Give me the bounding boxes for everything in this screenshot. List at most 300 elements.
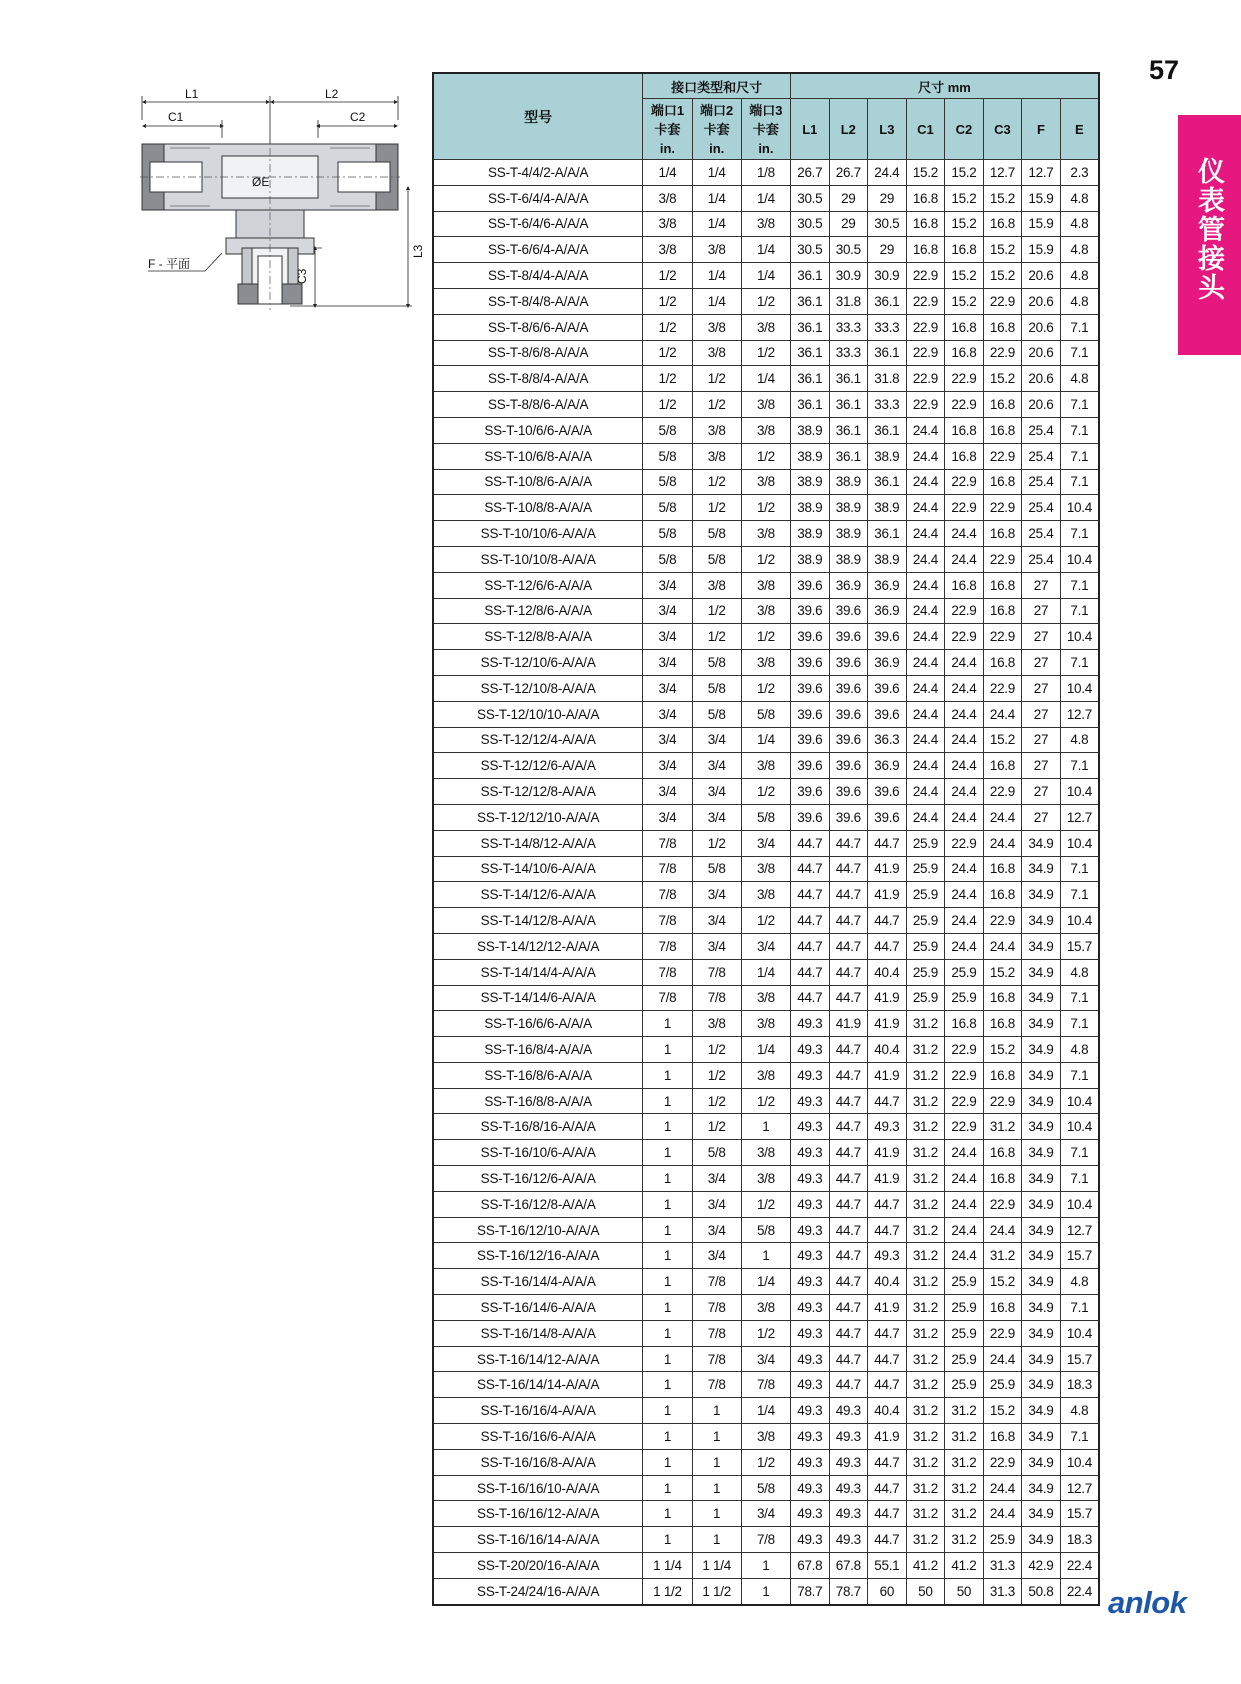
value-cell: 20.6 — [1022, 288, 1061, 314]
value-cell: 24.4 — [945, 933, 984, 959]
value-cell: 7/8 — [692, 1346, 741, 1372]
value-cell: 3/8 — [692, 1011, 741, 1037]
value-cell: 1 — [643, 1372, 692, 1398]
value-cell: 22.9 — [906, 288, 945, 314]
value-cell: 31.2 — [945, 1501, 984, 1527]
value-cell: 16.8 — [983, 598, 1022, 624]
value-cell: 44.7 — [868, 1501, 907, 1527]
value-cell: 1 — [741, 1578, 790, 1604]
value-cell: 29 — [829, 185, 868, 211]
value-cell: 20.6 — [1022, 392, 1061, 418]
value-cell: 22.9 — [983, 1191, 1022, 1217]
value-cell: 34.9 — [1022, 1424, 1061, 1450]
value-cell: 27 — [1022, 624, 1061, 650]
value-cell: 1 — [692, 1449, 741, 1475]
model-cell: SS-T-12/12/6-A/A/A — [433, 753, 643, 779]
value-cell: 3/4 — [692, 933, 741, 959]
table-row — [433, 701, 1099, 727]
value-cell: 44.7 — [829, 1243, 868, 1269]
value-cell: 1 — [741, 1114, 790, 1140]
value-cell: 39.6 — [868, 624, 907, 650]
value-cell: 44.7 — [829, 1372, 868, 1398]
value-cell: 16.8 — [983, 572, 1022, 598]
table-row — [433, 521, 1099, 547]
model-cell: SS-T-12/10/10-A/A/A — [433, 701, 643, 727]
header-port-1-line: in. — [659, 140, 676, 156]
value-cell: 24.4 — [945, 779, 984, 805]
value-cell: 4.8 — [1060, 288, 1099, 314]
value-cell: 36.9 — [829, 572, 868, 598]
model-cell: SS-T-10/10/8-A/A/A — [433, 546, 643, 572]
value-cell: 22.9 — [945, 495, 984, 521]
value-cell: 39.6 — [829, 804, 868, 830]
value-cell: 31.2 — [906, 1398, 945, 1424]
value-cell: 34.9 — [1022, 882, 1061, 908]
value-cell: 24.4 — [906, 779, 945, 805]
value-cell: 16.8 — [983, 1011, 1022, 1037]
value-cell: 3/8 — [643, 211, 692, 237]
value-cell: 15.7 — [1060, 1346, 1099, 1372]
value-cell: 27 — [1022, 650, 1061, 676]
value-cell: 15.7 — [1060, 933, 1099, 959]
value-cell: 49.3 — [791, 1037, 830, 1063]
table-row — [433, 933, 1099, 959]
value-cell: 44.7 — [868, 933, 907, 959]
value-cell: 7.1 — [1060, 598, 1099, 624]
value-cell: 34.9 — [1022, 1475, 1061, 1501]
value-cell: 24.4 — [868, 160, 907, 186]
value-cell: 49.3 — [791, 1011, 830, 1037]
value-cell: 16.8 — [983, 1295, 1022, 1321]
value-cell: 16.8 — [983, 211, 1022, 237]
value-cell: 15.2 — [983, 366, 1022, 392]
value-cell: 31.3 — [983, 1553, 1022, 1579]
value-cell: 39.6 — [829, 701, 868, 727]
model-cell: SS-T-20/20/16-A/A/A — [433, 1553, 643, 1579]
model-cell: SS-T-16/8/16-A/A/A — [433, 1114, 643, 1140]
value-cell: 7/8 — [692, 1295, 741, 1321]
value-cell: 24.4 — [945, 753, 984, 779]
value-cell: 31.2 — [945, 1475, 984, 1501]
value-cell: 49.3 — [791, 1191, 830, 1217]
value-cell: 41.9 — [868, 1166, 907, 1192]
table-row — [433, 340, 1099, 366]
value-cell: 49.3 — [791, 1269, 830, 1295]
value-cell: 3/4 — [643, 753, 692, 779]
value-cell: 44.7 — [829, 1114, 868, 1140]
value-cell: 30.5 — [791, 185, 830, 211]
value-cell: 49.3 — [829, 1501, 868, 1527]
value-cell: 44.7 — [791, 830, 830, 856]
value-cell: 25.4 — [1022, 495, 1061, 521]
header-port-2-line: in. — [709, 140, 725, 156]
value-cell: 3/4 — [643, 650, 692, 676]
model-cell: SS-T-16/12/10-A/A/A — [433, 1217, 643, 1243]
table-row — [433, 469, 1099, 495]
table-row — [433, 1037, 1099, 1063]
value-cell: 22.9 — [945, 392, 984, 418]
value-cell: 39.6 — [791, 804, 830, 830]
value-cell: 33.3 — [829, 314, 868, 340]
value-cell: 38.9 — [829, 546, 868, 572]
value-cell: 16.8 — [983, 392, 1022, 418]
value-cell: 41.9 — [868, 1295, 907, 1321]
value-cell: 22.9 — [983, 779, 1022, 805]
value-cell: 49.3 — [829, 1527, 868, 1553]
value-cell: 1 — [643, 1398, 692, 1424]
value-cell: 31.2 — [945, 1449, 984, 1475]
value-cell: 24.4 — [983, 830, 1022, 856]
value-cell: 1 — [643, 1011, 692, 1037]
value-cell: 5/8 — [741, 1217, 790, 1243]
value-cell: 24.4 — [945, 1166, 984, 1192]
table-row — [433, 288, 1099, 314]
model-cell: SS-T-16/14/4-A/A/A — [433, 1269, 643, 1295]
value-cell: 22.9 — [983, 1088, 1022, 1114]
value-cell: 1 — [643, 1346, 692, 1372]
value-cell: 49.3 — [791, 1243, 830, 1269]
value-cell: 33.3 — [868, 314, 907, 340]
value-cell: 40.4 — [868, 1269, 907, 1295]
value-cell: 34.9 — [1022, 1088, 1061, 1114]
value-cell: 7.1 — [1060, 1166, 1099, 1192]
value-cell: 44.7 — [829, 1269, 868, 1295]
value-cell: 39.6 — [868, 804, 907, 830]
value-cell: 31.2 — [906, 1346, 945, 1372]
value-cell: 24.4 — [906, 701, 945, 727]
value-cell: 1/2 — [643, 263, 692, 289]
table-row — [433, 1011, 1099, 1037]
model-cell: SS-T-6/4/4-A/A/A — [433, 185, 643, 211]
value-cell: 3/8 — [741, 882, 790, 908]
dim-label-l1: L1 — [185, 88, 199, 101]
value-cell: 42.9 — [1022, 1553, 1061, 1579]
value-cell: 7/8 — [692, 1372, 741, 1398]
dim-label-f: F - 平面 — [148, 257, 190, 271]
value-cell: 25.9 — [945, 985, 984, 1011]
value-cell: 7.1 — [1060, 572, 1099, 598]
model-cell: SS-T-14/12/8-A/A/A — [433, 908, 643, 934]
table-row — [433, 908, 1099, 934]
value-cell: 4.8 — [1060, 211, 1099, 237]
value-cell: 49.3 — [829, 1475, 868, 1501]
value-cell: 38.9 — [868, 443, 907, 469]
value-cell: 38.9 — [868, 546, 907, 572]
value-cell: 38.9 — [791, 417, 830, 443]
table-row — [433, 366, 1099, 392]
value-cell: 7.1 — [1060, 882, 1099, 908]
value-cell: 27 — [1022, 779, 1061, 805]
value-cell: 30.9 — [829, 263, 868, 289]
dim-label-c2: C2 — [350, 110, 366, 124]
table-row — [433, 1243, 1099, 1269]
value-cell: 39.6 — [868, 675, 907, 701]
value-cell: 24.4 — [906, 650, 945, 676]
dim-label-e: ØE — [252, 175, 270, 189]
value-cell: 49.3 — [868, 1243, 907, 1269]
value-cell: 3/8 — [741, 856, 790, 882]
value-cell: 15.2 — [945, 263, 984, 289]
value-cell: 1 1/2 — [643, 1578, 692, 1604]
value-cell: 16.8 — [983, 1424, 1022, 1450]
value-cell: 5/8 — [692, 521, 741, 547]
table-row — [433, 1578, 1099, 1604]
value-cell: 22.9 — [983, 288, 1022, 314]
value-cell: 22.9 — [945, 1114, 984, 1140]
side-tab-label: 仪表管接头 — [1194, 157, 1224, 302]
table-row — [433, 753, 1099, 779]
value-cell: 16.8 — [945, 314, 984, 340]
value-cell: 25.9 — [945, 1295, 984, 1321]
value-cell: 22.4 — [1060, 1553, 1099, 1579]
value-cell: 22.9 — [945, 1088, 984, 1114]
value-cell: 30.9 — [868, 263, 907, 289]
value-cell: 44.7 — [829, 1088, 868, 1114]
value-cell: 16.8 — [983, 882, 1022, 908]
value-cell: 22.9 — [906, 314, 945, 340]
value-cell: 49.3 — [791, 1320, 830, 1346]
value-cell: 44.7 — [868, 1346, 907, 1372]
value-cell: 26.7 — [829, 160, 868, 186]
value-cell: 1/2 — [692, 469, 741, 495]
value-cell: 41.9 — [868, 985, 907, 1011]
value-cell: 25.9 — [906, 985, 945, 1011]
value-cell: 24.4 — [945, 804, 984, 830]
value-cell: 1 — [692, 1398, 741, 1424]
table-row — [433, 882, 1099, 908]
model-cell: SS-T-16/10/6-A/A/A — [433, 1140, 643, 1166]
value-cell: 5/8 — [692, 856, 741, 882]
value-cell: 3/8 — [741, 650, 790, 676]
table-row — [433, 1527, 1099, 1553]
value-cell: 16.8 — [983, 469, 1022, 495]
value-cell: 5/8 — [643, 417, 692, 443]
value-cell: 1/4 — [741, 1269, 790, 1295]
value-cell: 50 — [906, 1578, 945, 1604]
model-cell: SS-T-10/10/6-A/A/A — [433, 521, 643, 547]
table-row — [433, 804, 1099, 830]
value-cell: 3/8 — [741, 1011, 790, 1037]
value-cell: 16.8 — [983, 985, 1022, 1011]
table-row — [433, 675, 1099, 701]
table-row — [433, 830, 1099, 856]
value-cell: 1/4 — [692, 263, 741, 289]
value-cell: 7/8 — [692, 1320, 741, 1346]
value-cell: 24.4 — [945, 908, 984, 934]
value-cell: 31.2 — [906, 1501, 945, 1527]
value-cell: 1 — [643, 1191, 692, 1217]
value-cell: 1/4 — [692, 185, 741, 211]
value-cell: 15.7 — [1060, 1243, 1099, 1269]
value-cell: 3/8 — [741, 211, 790, 237]
value-cell: 24.4 — [983, 804, 1022, 830]
value-cell: 34.9 — [1022, 1501, 1061, 1527]
value-cell: 30.5 — [868, 211, 907, 237]
value-cell: 1/4 — [741, 263, 790, 289]
page-number: 57 — [1148, 55, 1180, 85]
value-cell: 25.9 — [906, 830, 945, 856]
table-row — [433, 1062, 1099, 1088]
value-cell: 3/4 — [643, 572, 692, 598]
value-cell: 1/2 — [692, 1037, 741, 1063]
table-row — [433, 1320, 1099, 1346]
value-cell: 3/8 — [692, 572, 741, 598]
value-cell: 36.1 — [791, 263, 830, 289]
value-cell: 1/2 — [643, 340, 692, 366]
model-cell: SS-T-12/10/8-A/A/A — [433, 675, 643, 701]
value-cell: 1/2 — [741, 288, 790, 314]
brand-logo: anlok — [1108, 1585, 1187, 1620]
value-cell: 25.9 — [945, 1372, 984, 1398]
value-cell: 29 — [829, 211, 868, 237]
model-cell: SS-T-10/6/8-A/A/A — [433, 443, 643, 469]
value-cell: 7/8 — [643, 882, 692, 908]
value-cell: 31.2 — [906, 1217, 945, 1243]
value-cell: 31.2 — [906, 1269, 945, 1295]
value-cell: 16.8 — [983, 753, 1022, 779]
value-cell: 7/8 — [692, 959, 741, 985]
value-cell: 24.4 — [906, 495, 945, 521]
value-cell: 3/4 — [692, 1191, 741, 1217]
value-cell: 15.2 — [945, 160, 984, 186]
model-cell: SS-T-14/12/6-A/A/A — [433, 882, 643, 908]
model-cell: SS-T-24/24/16-A/A/A — [433, 1578, 643, 1604]
value-cell: 41.9 — [868, 1062, 907, 1088]
value-cell: 1/2 — [692, 1114, 741, 1140]
value-cell: 15.2 — [983, 1037, 1022, 1063]
value-cell: 31.2 — [906, 1011, 945, 1037]
table-row — [433, 314, 1099, 340]
value-cell: 44.7 — [868, 1527, 907, 1553]
header-port-3-line: 卡套 — [752, 121, 779, 137]
value-cell: 1 — [643, 1243, 692, 1269]
value-cell: 38.9 — [791, 443, 830, 469]
value-cell: 44.7 — [868, 908, 907, 934]
header-dimension-group: 尺寸 mm — [791, 73, 1099, 99]
value-cell: 1 — [692, 1424, 741, 1450]
value-cell: 12.7 — [1060, 1217, 1099, 1243]
value-cell: 27 — [1022, 572, 1061, 598]
value-cell: 22.9 — [983, 908, 1022, 934]
value-cell: 27 — [1022, 727, 1061, 753]
value-cell: 39.6 — [829, 624, 868, 650]
value-cell: 44.7 — [791, 908, 830, 934]
value-cell: 3/4 — [643, 701, 692, 727]
value-cell: 10.4 — [1060, 675, 1099, 701]
model-cell: SS-T-14/14/6-A/A/A — [433, 985, 643, 1011]
value-cell: 3/4 — [643, 727, 692, 753]
value-cell: 49.3 — [791, 1372, 830, 1398]
value-cell: 1 — [643, 1217, 692, 1243]
table-row — [433, 598, 1099, 624]
value-cell: 1/4 — [741, 185, 790, 211]
model-cell: SS-T-14/10/6-A/A/A — [433, 856, 643, 882]
value-cell: 3/8 — [741, 598, 790, 624]
value-cell: 24.4 — [945, 701, 984, 727]
value-cell: 1/4 — [741, 959, 790, 985]
value-cell: 7.1 — [1060, 650, 1099, 676]
value-cell: 44.7 — [868, 1475, 907, 1501]
value-cell: 49.3 — [829, 1398, 868, 1424]
table-row — [433, 572, 1099, 598]
value-cell: 1 — [692, 1475, 741, 1501]
value-cell: 1/2 — [741, 1191, 790, 1217]
value-cell: 1/2 — [643, 288, 692, 314]
dim-label-l2: L2 — [325, 88, 339, 101]
value-cell: 34.9 — [1022, 1166, 1061, 1192]
model-cell: SS-T-8/8/4-A/A/A — [433, 366, 643, 392]
value-cell: 1 — [643, 1295, 692, 1321]
value-cell: 18.3 — [1060, 1372, 1099, 1398]
header-port-group: 接口类型和尺寸 — [643, 73, 791, 99]
value-cell: 1 — [741, 1553, 790, 1579]
value-cell: 41.2 — [945, 1553, 984, 1579]
value-cell: 34.9 — [1022, 1372, 1061, 1398]
value-cell: 7.1 — [1060, 856, 1099, 882]
value-cell: 15.2 — [945, 288, 984, 314]
value-cell: 34.9 — [1022, 856, 1061, 882]
value-cell: 4.8 — [1060, 727, 1099, 753]
value-cell: 4.8 — [1060, 263, 1099, 289]
value-cell: 7.1 — [1060, 1062, 1099, 1088]
value-cell: 36.3 — [868, 727, 907, 753]
value-cell: 49.3 — [791, 1346, 830, 1372]
value-cell: 1/4 — [692, 160, 741, 186]
table-row — [433, 624, 1099, 650]
value-cell: 3/8 — [741, 985, 790, 1011]
value-cell: 24.4 — [906, 546, 945, 572]
value-cell: 1/2 — [643, 314, 692, 340]
value-cell: 16.8 — [945, 237, 984, 263]
value-cell: 3/4 — [692, 882, 741, 908]
value-cell: 41.9 — [868, 882, 907, 908]
value-cell: 16.8 — [945, 1011, 984, 1037]
value-cell: 3/8 — [741, 469, 790, 495]
value-cell: 1/2 — [741, 675, 790, 701]
value-cell: 22.9 — [906, 340, 945, 366]
value-cell: 1/2 — [741, 624, 790, 650]
value-cell: 7/8 — [741, 1372, 790, 1398]
value-cell: 60 — [868, 1578, 907, 1604]
value-cell: 31.2 — [945, 1398, 984, 1424]
value-cell: 24.4 — [945, 546, 984, 572]
value-cell: 27 — [1022, 804, 1061, 830]
value-cell: 50 — [945, 1578, 984, 1604]
value-cell: 25.9 — [945, 1346, 984, 1372]
value-cell: 49.3 — [868, 1114, 907, 1140]
value-cell: 3/4 — [692, 1166, 741, 1192]
model-cell: SS-T-6/6/4-A/A/A — [433, 237, 643, 263]
value-cell: 33.3 — [829, 340, 868, 366]
value-cell: 1/2 — [643, 392, 692, 418]
header-port-3 — [741, 99, 790, 160]
value-cell: 1/4 — [692, 288, 741, 314]
value-cell: 34.9 — [1022, 1527, 1061, 1553]
value-cell: 16.8 — [945, 572, 984, 598]
value-cell: 44.7 — [868, 1449, 907, 1475]
value-cell: 24.4 — [945, 1217, 984, 1243]
value-cell: 36.1 — [829, 366, 868, 392]
value-cell: 1/2 — [692, 598, 741, 624]
table-row — [433, 727, 1099, 753]
model-cell: SS-T-8/4/8-A/A/A — [433, 288, 643, 314]
value-cell: 30.5 — [791, 237, 830, 263]
value-cell: 27 — [1022, 598, 1061, 624]
value-cell: 34.9 — [1022, 1295, 1061, 1321]
model-cell: SS-T-16/16/14-A/A/A — [433, 1527, 643, 1553]
value-cell: 39.6 — [868, 779, 907, 805]
value-cell: 22.9 — [906, 366, 945, 392]
